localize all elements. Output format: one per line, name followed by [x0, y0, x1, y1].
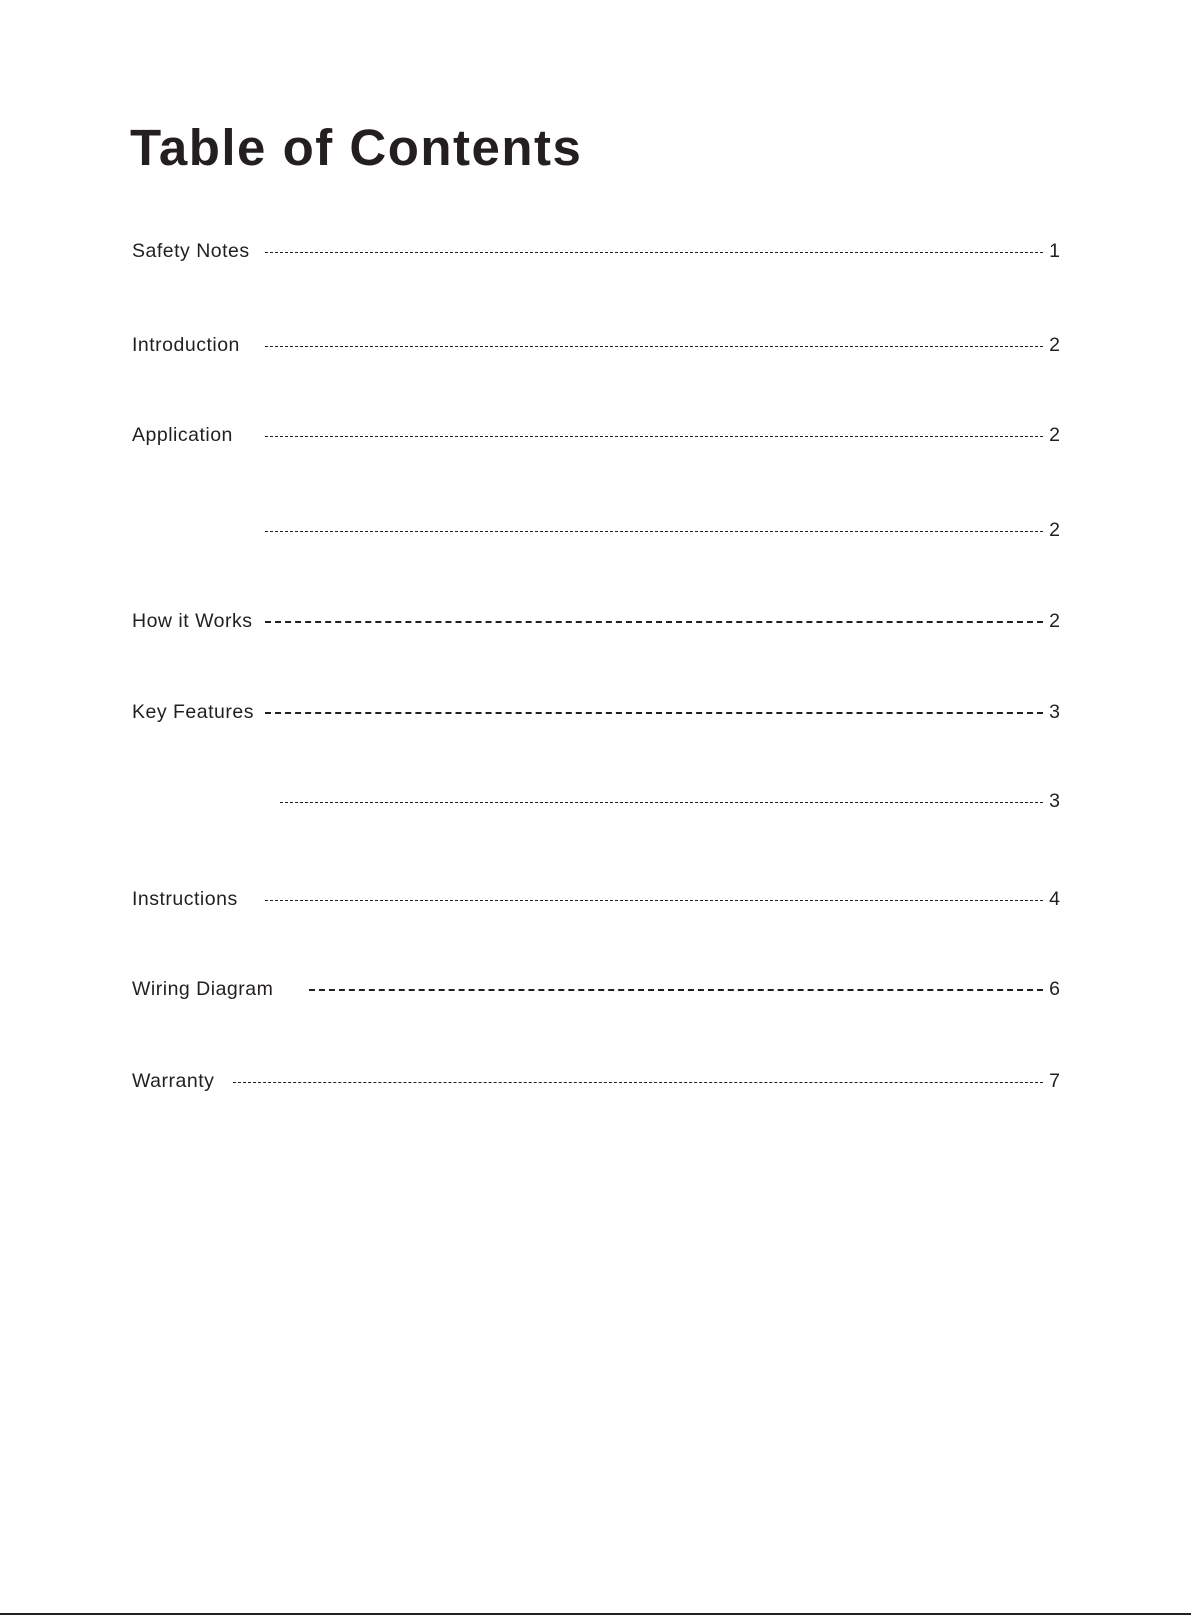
page-title: Table of Contents — [130, 119, 583, 176]
toc-entry-safety-notes[interactable] — [132, 238, 1060, 264]
dotted-leader — [265, 346, 1043, 347]
toc-entry-page-number: 6 — [1049, 978, 1060, 1000]
dotted-leader — [309, 989, 1043, 991]
toc-entry-label: Introduction — [132, 334, 240, 356]
dotted-leader — [265, 436, 1043, 437]
toc-entry-unlabeled-2[interactable] — [132, 788, 1060, 814]
toc-entry-introduction[interactable] — [132, 332, 1060, 358]
toc-entry-label: Key Features — [132, 701, 254, 723]
toc-entry-application[interactable] — [132, 422, 1060, 448]
toc-entry-label: Instructions — [132, 888, 238, 910]
dotted-leader — [265, 531, 1043, 532]
dotted-leader — [265, 712, 1043, 714]
toc-entry-page-number: 2 — [1049, 424, 1060, 446]
toc-entry-instructions[interactable] — [132, 886, 1060, 912]
toc-entry-label: How it Works — [132, 610, 253, 632]
toc-entry-page-number: 4 — [1049, 888, 1060, 910]
toc-entry-label: Application — [132, 424, 233, 446]
dotted-leader — [265, 900, 1043, 901]
toc-entry-page-number: 1 — [1049, 240, 1060, 262]
toc-entry-key-features[interactable] — [132, 699, 1060, 725]
dotted-leader — [265, 252, 1043, 253]
toc-entry-page-number: 2 — [1049, 519, 1060, 541]
toc-entry-unlabeled-1[interactable] — [132, 517, 1060, 543]
toc-entry-label: Safety Notes — [132, 240, 250, 262]
dotted-leader — [280, 802, 1043, 803]
toc-entry-wiring-diagram[interactable] — [132, 976, 1060, 1002]
toc-entry-warranty[interactable] — [132, 1068, 1060, 1094]
dotted-leader — [233, 1082, 1043, 1083]
toc-entry-label: Warranty — [132, 1070, 215, 1092]
dotted-leader — [265, 621, 1043, 623]
toc-entry-page-number: 2 — [1049, 610, 1060, 632]
toc-entry-page-number: 3 — [1049, 701, 1060, 723]
toc-entry-page-number: 2 — [1049, 334, 1060, 356]
toc-entry-how-it-works[interactable] — [132, 608, 1060, 634]
toc-entry-label: Wiring Diagram — [132, 978, 274, 1000]
toc-entry-page-number: 7 — [1049, 1070, 1060, 1092]
toc-entry-page-number: 3 — [1049, 790, 1060, 812]
